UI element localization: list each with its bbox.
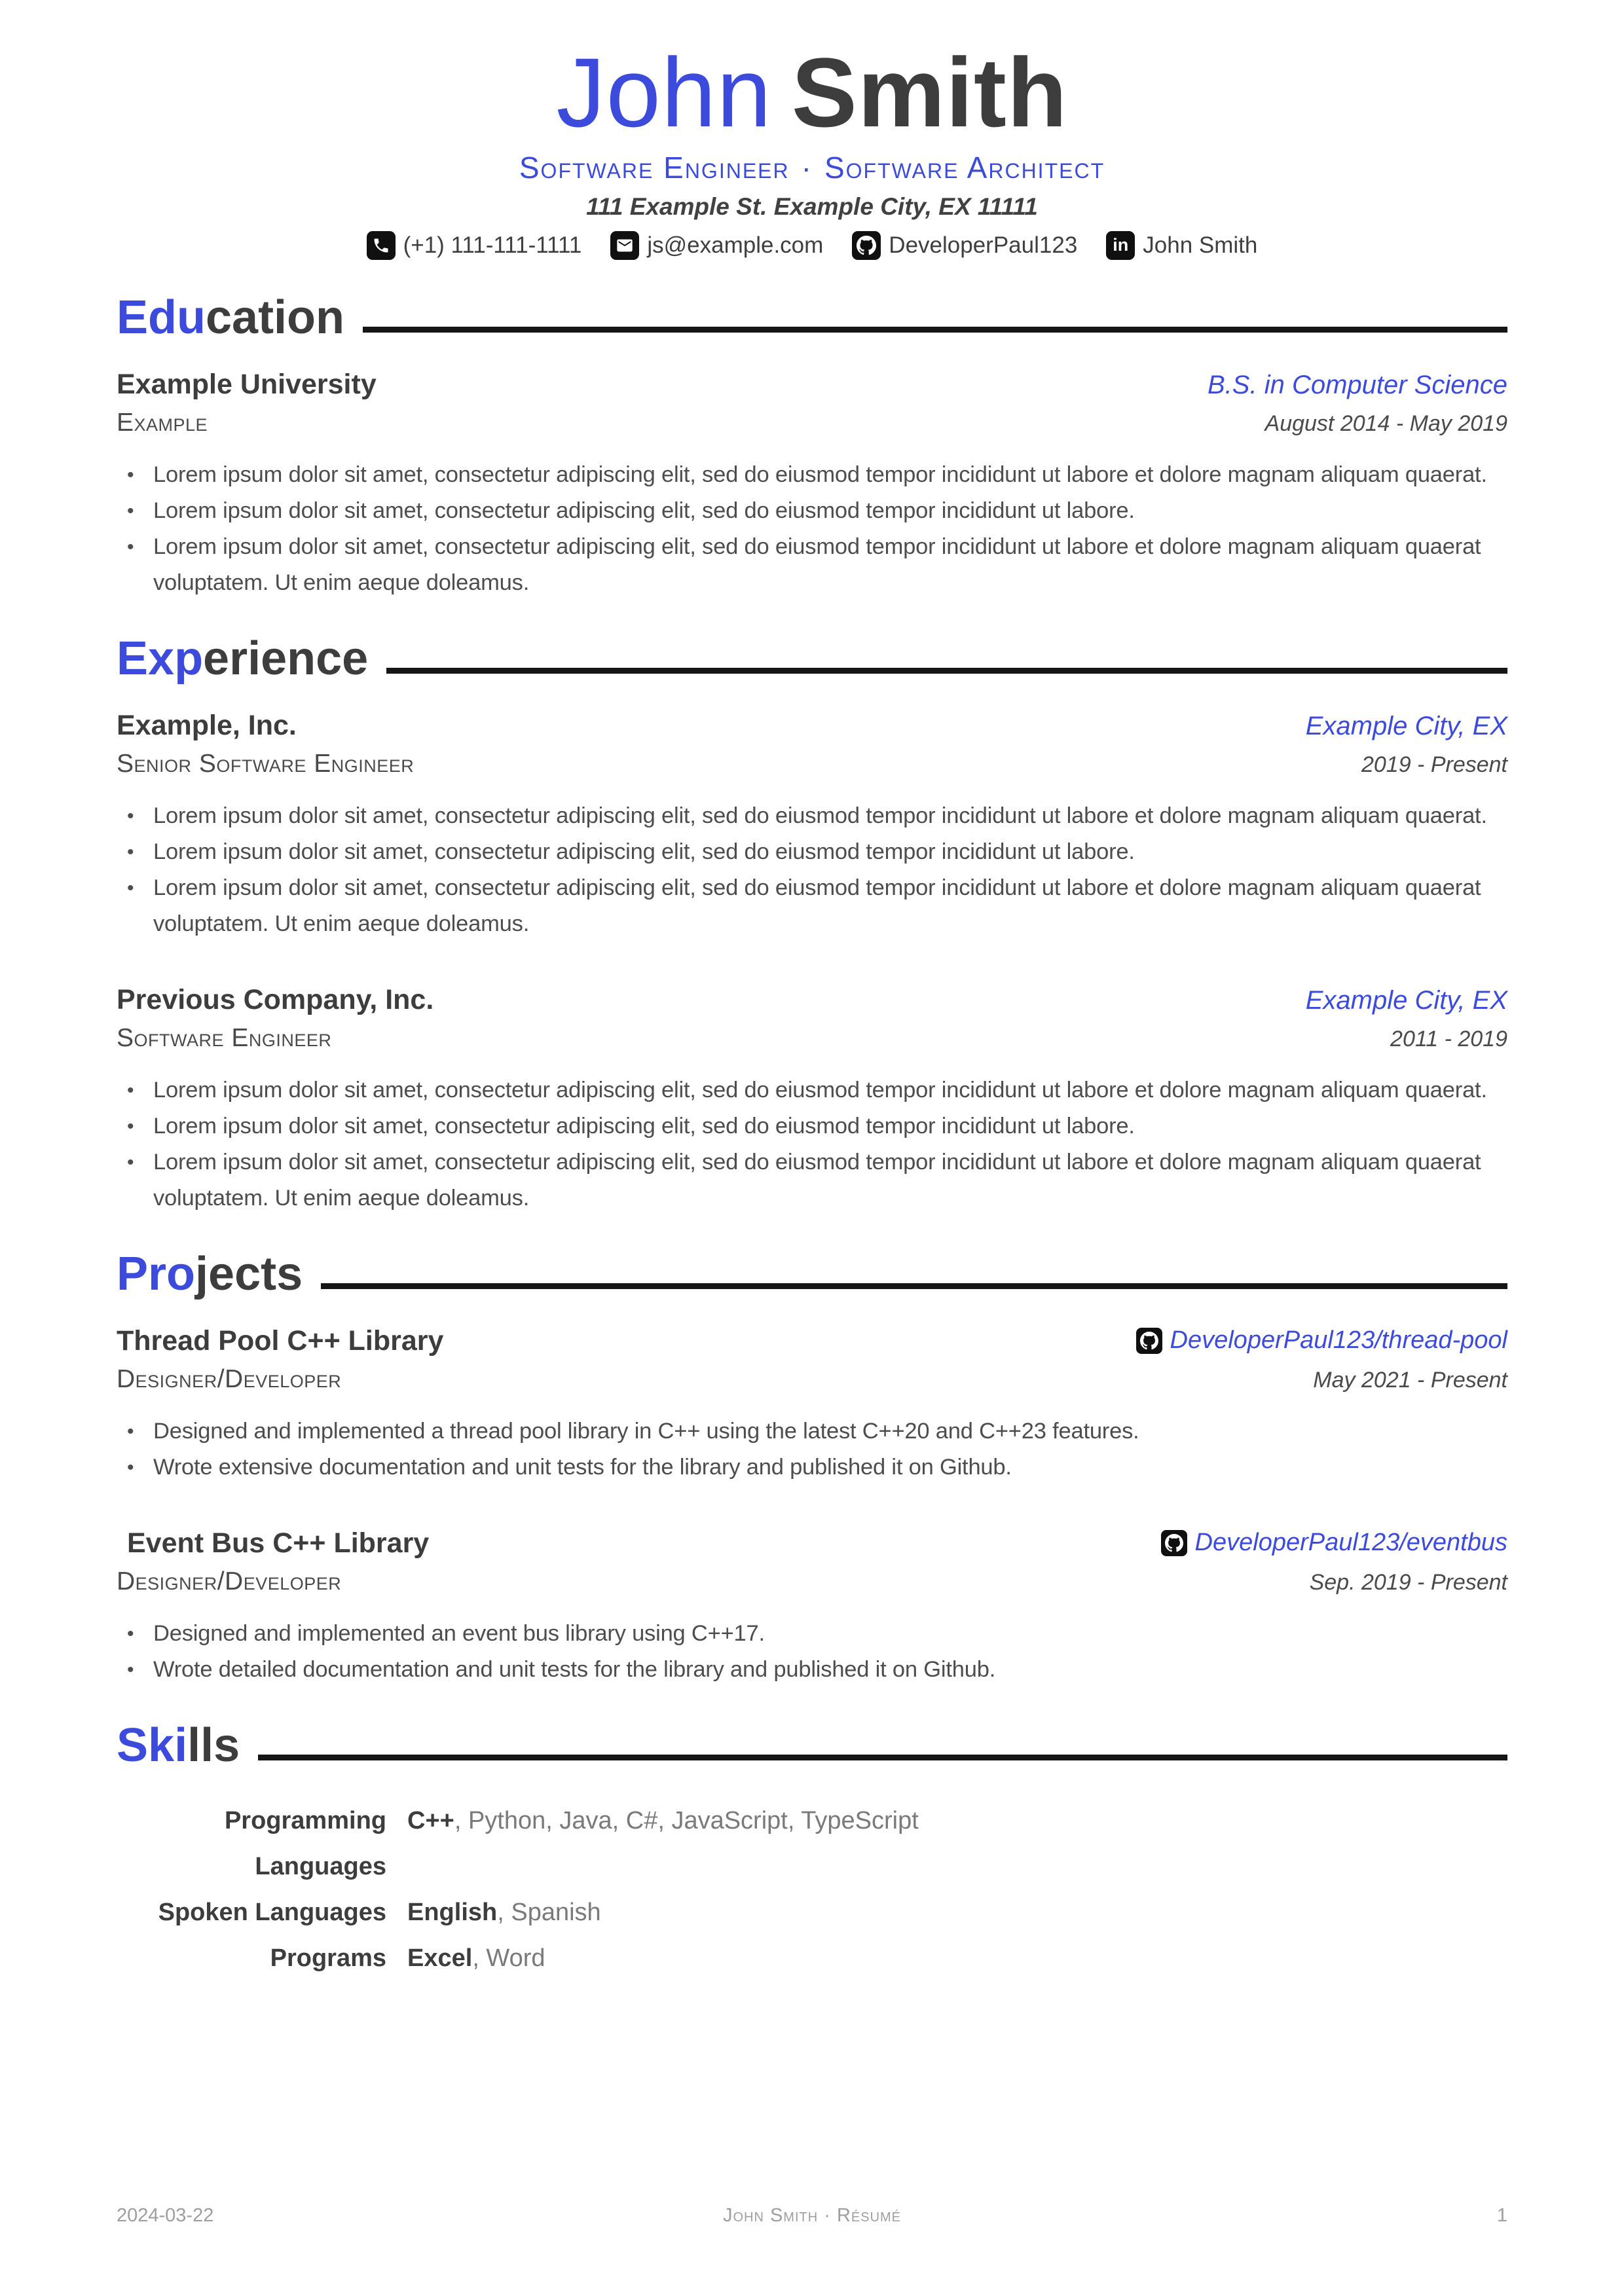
school-detail: Example bbox=[117, 408, 208, 437]
skill-value bbox=[407, 1889, 1507, 1935]
bullet-item: • Lorem ipsum dolor sit amet, consectetur adipiscing elit, sed do eiusmod tempor incididunt ut labore. bbox=[117, 834, 1507, 870]
experience-heading bbox=[117, 632, 1507, 685]
entry-title-row bbox=[117, 1527, 1507, 1559]
experience-title-rest: erience bbox=[203, 632, 369, 685]
bullet-item: • Lorem ipsum dolor sit amet, consectetur adipiscing elit, sed do eiusmod tempor incididunt ut labore et dolore magnam aliquam quaerat. bbox=[117, 1072, 1507, 1108]
bullet-item: • Lorem ipsum dolor sit amet, consectetur adipiscing elit, sed do eiusmod tempor incididunt ut labore et dolore magnam aliquam quaerat voluptatem. Ut enim aeque doleamus. bbox=[117, 870, 1507, 942]
skills-heading bbox=[117, 1719, 1507, 1772]
bullet-item: • Lorem ipsum dolor sit amet, consectetur adipiscing elit, sed do eiusmod tempor incididunt ut labore. bbox=[117, 1108, 1507, 1144]
project-role: Designer/Developer bbox=[117, 1364, 342, 1393]
company-location: Example City, EX bbox=[1305, 711, 1507, 740]
entry-sub-row bbox=[117, 1567, 1507, 1596]
education-bullets bbox=[117, 457, 1507, 601]
experience-entry bbox=[117, 710, 1507, 942]
linkedin-name: John Smith bbox=[1143, 232, 1258, 258]
project-name: Thread Pool C++ Library bbox=[117, 1324, 444, 1357]
skills-table bbox=[117, 1798, 1507, 1981]
skill-value-primary: English bbox=[407, 1898, 498, 1926]
entry-title-row bbox=[117, 984, 1507, 1016]
skill-value-primary: C++ bbox=[407, 1806, 454, 1834]
heading-rule bbox=[386, 668, 1507, 674]
projects-title bbox=[117, 1247, 303, 1300]
bullet-item: • Lorem ipsum dolor sit amet, consectetur adipiscing elit, sed do eiusmod tempor incididunt ut labore. bbox=[117, 493, 1507, 529]
skill-value-rest: , Spanish bbox=[497, 1898, 601, 1926]
email-address: js@example.com bbox=[647, 232, 824, 258]
repo-path: DeveloperPaul123/eventbus bbox=[1194, 1529, 1507, 1556]
tagline bbox=[117, 150, 1507, 185]
project-dates: May 2021 - Present bbox=[1313, 1367, 1507, 1393]
heading-rule bbox=[258, 1755, 1507, 1760]
company-name: Previous Company, Inc. bbox=[117, 983, 434, 1015]
skill-label: Programs bbox=[270, 1944, 386, 1972]
skill-value bbox=[407, 1935, 1507, 1981]
project-entry bbox=[117, 1527, 1507, 1688]
experience-entry bbox=[117, 984, 1507, 1216]
entry-sub-row bbox=[117, 1365, 1507, 1394]
heading-rule bbox=[363, 327, 1507, 333]
github-username: DeveloperPaul123 bbox=[889, 232, 1078, 258]
footer-title: John Smith · Résumé bbox=[722, 2205, 902, 2226]
github-icon bbox=[1136, 1328, 1162, 1354]
bullet-item: • Designed and implemented an event bus library using C++17. bbox=[117, 1616, 1507, 1652]
education-entry bbox=[117, 369, 1507, 601]
entry-title-row bbox=[117, 710, 1507, 742]
footer-date: 2024-03-22 bbox=[117, 2205, 214, 2226]
job-title: Senior Software Engineer bbox=[117, 749, 415, 778]
github-contact[interactable] bbox=[852, 231, 1077, 260]
job-title: Software Engineer bbox=[117, 1023, 332, 1052]
section-projects bbox=[117, 1247, 1507, 1688]
bullet-item: • Lorem ipsum dolor sit amet, consectetur adipiscing elit, sed do eiusmod tempor incididunt ut labore et dolore magnam aliquam quaerat. bbox=[117, 798, 1507, 834]
education-title bbox=[117, 291, 345, 344]
tagline-separator: · bbox=[801, 150, 813, 185]
section-experience bbox=[117, 632, 1507, 1216]
project-repo-link[interactable] bbox=[1136, 1326, 1507, 1355]
projects-title-rest: jects bbox=[195, 1247, 303, 1300]
footer-page-number: 1 bbox=[1496, 2205, 1507, 2226]
github-icon bbox=[852, 231, 881, 260]
skills-title bbox=[117, 1719, 240, 1772]
skill-value-rest: , Word bbox=[472, 1944, 545, 1972]
skill-label: Spoken Languages bbox=[158, 1898, 386, 1926]
experience-bullets bbox=[117, 1072, 1507, 1216]
skill-value-rest: , Python, Java, C#, JavaScript, TypeScript bbox=[454, 1806, 919, 1834]
entry-sub-row bbox=[117, 750, 1507, 778]
section-education bbox=[117, 291, 1507, 601]
project-bullets bbox=[117, 1616, 1507, 1688]
job-dates: 2011 - 2019 bbox=[1390, 1026, 1507, 1051]
skills-title-accent: Ski bbox=[117, 1719, 188, 1772]
bullet-item: • Designed and implemented a thread pool library in C++ using the latest C++20 and C++23 features. bbox=[117, 1413, 1507, 1449]
person-name bbox=[117, 37, 1507, 147]
entry-title-row bbox=[117, 1325, 1507, 1357]
phone-icon bbox=[367, 231, 396, 260]
linkedin-icon bbox=[1106, 231, 1135, 260]
job-dates: 2019 - Present bbox=[1361, 752, 1507, 777]
page-footer bbox=[117, 2205, 1507, 2227]
entry-title-row bbox=[117, 369, 1507, 401]
entry-sub-row bbox=[117, 1024, 1507, 1053]
experience-title-accent: Exp bbox=[117, 632, 204, 685]
contact-row bbox=[117, 231, 1507, 260]
bullet-item: • Wrote extensive documentation and unit tests for the library and published it on Github. bbox=[117, 1449, 1507, 1485]
phone-contact[interactable] bbox=[367, 231, 582, 260]
projects-title-accent: Pro bbox=[117, 1247, 196, 1300]
last-name: Smith bbox=[791, 37, 1068, 147]
linkedin-contact[interactable] bbox=[1106, 231, 1257, 260]
address-line: 111 Example St. Example City, EX 11111 bbox=[586, 192, 1038, 220]
bullet-item: • Lorem ipsum dolor sit amet, consectetur adipiscing elit, sed do eiusmod tempor incididunt ut labore et dolore magnam aliquam quaerat voluptatem. Ut enim aeque doleamus. bbox=[117, 529, 1507, 601]
education-title-accent: Edu bbox=[117, 291, 206, 344]
company-name: Example, Inc. bbox=[117, 709, 297, 741]
bullet-item: • Lorem ipsum dolor sit amet, consectetur adipiscing elit, sed do eiusmod tempor incididunt ut labore et dolore magnam aliquam quaerat. bbox=[117, 457, 1507, 493]
github-icon bbox=[1161, 1530, 1187, 1556]
first-name: John bbox=[556, 37, 772, 147]
repo-path: DeveloperPaul123/thread-pool bbox=[1170, 1326, 1507, 1354]
school-name: Example University bbox=[117, 368, 377, 400]
skills-title-rest: lls bbox=[187, 1719, 240, 1772]
experience-title bbox=[117, 632, 369, 685]
degree: B.S. in Computer Science bbox=[1208, 370, 1507, 399]
project-dates: Sep. 2019 - Present bbox=[1309, 1569, 1507, 1595]
project-name: Event Bus C++ Library bbox=[127, 1527, 430, 1559]
experience-bullets bbox=[117, 798, 1507, 942]
projects-heading bbox=[117, 1247, 1507, 1300]
project-bullets bbox=[117, 1413, 1507, 1485]
entry-sub-row bbox=[117, 409, 1507, 437]
tagline-left: Software Engineer bbox=[519, 150, 790, 185]
bullet-item: • Lorem ipsum dolor sit amet, consectetur adipiscing elit, sed do eiusmod tempor incididunt ut labore et dolore magnam aliquam quaerat voluptatem. Ut enim aeque doleamus. bbox=[117, 1144, 1507, 1216]
education-dates: August 2014 - May 2019 bbox=[1264, 410, 1507, 436]
education-title-rest: cation bbox=[205, 291, 345, 344]
company-location: Example City, EX bbox=[1305, 985, 1507, 1015]
skill-value-primary: Excel bbox=[407, 1944, 473, 1972]
project-repo-link[interactable] bbox=[1161, 1529, 1507, 1557]
project-role: Designer/Developer bbox=[117, 1567, 342, 1595]
email-contact[interactable] bbox=[610, 231, 823, 260]
mail-icon bbox=[610, 231, 639, 260]
section-skills bbox=[117, 1719, 1507, 1981]
education-heading bbox=[117, 291, 1507, 344]
project-entry bbox=[117, 1325, 1507, 1485]
phone-number: (+1) 111-111-1111 bbox=[403, 232, 582, 258]
skill-value bbox=[407, 1798, 1507, 1889]
tagline-right: Software Architect bbox=[824, 150, 1105, 185]
bullet-item: • Wrote detailed documentation and unit tests for the library and published it on Github. bbox=[117, 1652, 1507, 1688]
heading-rule bbox=[321, 1283, 1507, 1289]
skill-label: Programming Languages bbox=[224, 1806, 386, 1880]
